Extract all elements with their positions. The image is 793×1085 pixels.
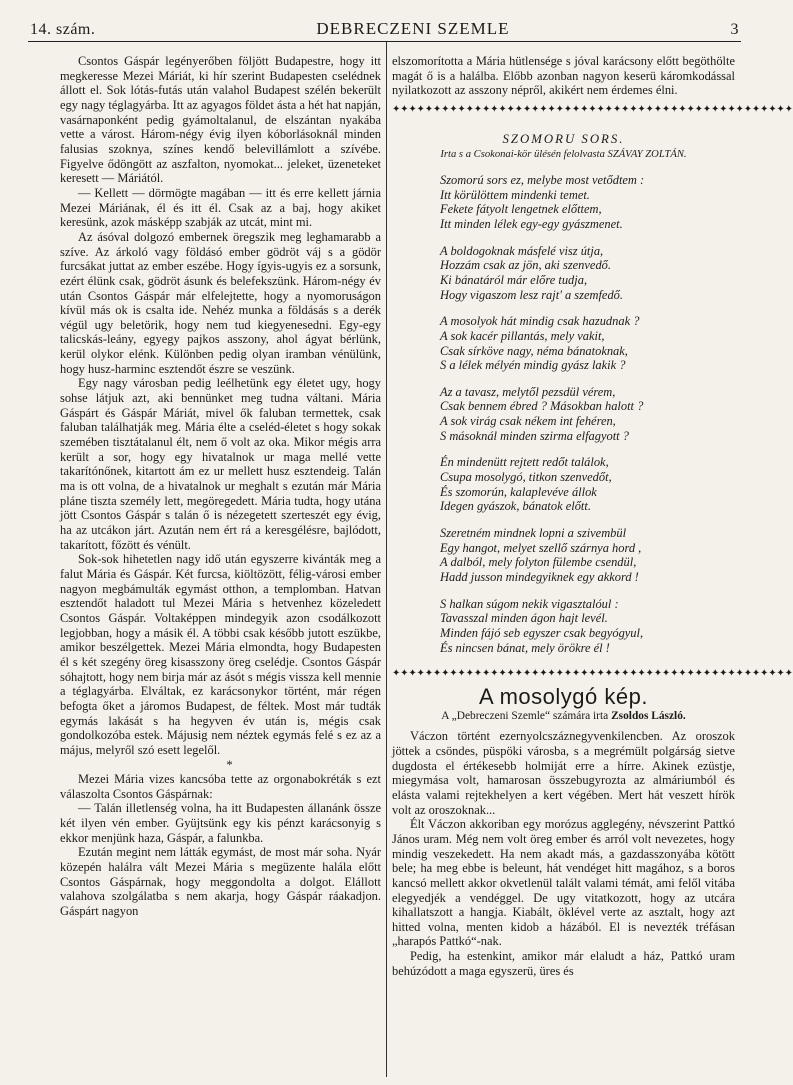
section-separator: * bbox=[226, 757, 233, 772]
poem-stanza bbox=[440, 173, 735, 232]
poem-line: S másoknál minden szirma elfagyott ? bbox=[440, 428, 629, 443]
poem-line: Az a tavasz, melytől pezsdül vérem, bbox=[440, 384, 616, 399]
poem-line: S a lélek mélyén mindig gyász lakik ? bbox=[440, 358, 626, 373]
poem-line: Ki bánatáról már előre tudja, bbox=[440, 272, 588, 287]
article-paragraph: Váczon történt ezernyolcszáznegyvenkilencben. Az oroszok jöttek a csöndes, püspöki városba, s a megrémült polgárság sietve dugdosta el értékesebb holmiját erre a hírre. Akinek ezüstje, miegymása volt, hamarosan összebugyrozta az almáriumból és elásta valami rejtekhelyen a kert végében. Mert hát veszett hírök volt az oroszoknak... bbox=[392, 729, 735, 817]
poem-line: Minden fájó seb egyszer csak begyógyul, bbox=[440, 626, 644, 640]
poem-line: Csupa mosolygó, titkon szenvedőt, bbox=[440, 470, 612, 485]
page-header bbox=[30, 15, 739, 39]
poem-line: És szomorún, kalaplevéve állok bbox=[440, 484, 597, 499]
poem-stanza bbox=[440, 385, 735, 444]
story-paragraph: Csontos Gáspár legényerőben följött Budapestre, hogy itt megkeresse Mezei Máriát, ki hír szerint Budapesten cselédnek állott el. Sok lótás-futás után valahol Budapest szélén bekerült egy nagy téglagyárba. Itt az agyagos földet ásta a hét hat napján, vasárnaponként pedig gyámoltalanul, de elszántan nyakába vette a várost. Három-négy évig ilyen kóborlásoknál minden falusias szoknya, színes kendő belevillámlott a szívébe. Figyelve ődöngött az aszfalton, nyomokat... jeleket, üzeneteket keresett — Máriától. bbox=[60, 54, 381, 186]
poem-line: Fekete fátyolt lengetnek előttem, bbox=[440, 202, 602, 217]
poem-line: A dalból, mely folyton fülembe csendül, bbox=[440, 555, 637, 570]
article-paragraph: Élt Váczon akkoriban egy morózus agglegény, névszerint Pattkó János uram. Még nem volt öreg ember és arról volt nevezetes, hogy mindig veszekedett. Ha nem akadt más, a gazdasszonyába kötött bele; ha meg ebbe is beleunt, hát vendéget hitt magához, s a boros kancsó mellett akkor okvetlenül talált valami témát, ami felől vitába elegyedjék a vendéggel. De ugy vitatkozott, hogy az utcára kihallatszott a hangja. Kiabált, öklével verte az asztalt, hogy azt hitted volna, menten kidob a házából. El is nevezték tréfásan „harapós Pattkó“-nak. bbox=[392, 817, 735, 949]
article-byline bbox=[392, 709, 735, 724]
poem-line: S halkan súgom nekik vigasztalóul : bbox=[440, 596, 619, 611]
story-paragraph: Egy nagy városban pedig leélhetünk egy életet ugy, hogy sohse látjuk azt, aki bennünket meg tudna váltani. Mária Gáspárt és Gáspár Máriát, mivel ők faluban termettek, csak faluban találhatják meg. Mária élte a cseléd-életet s hogy sokak szemében tisztátalanul élt, nem ő volt az oka. Mikor mégis arra került a sor, hogy egy hivatalnok ur maga mellé vette takarítónőnek, kitartott ám ez ur mellett husz esztendeig. Talán ma is ott volna, de a hivatalnok ur meghalt s ezután már Mária pláne tiszta személy lett, megöregedett. Mária tudta, hogy utána jött Csontos Gáspár s talán ő is nézegetett szerteszét egy évig, ha az utcákon járt. Azután nem ért rá a keresgélésre, bajlódott, takarított, főzött és vénült. bbox=[60, 376, 381, 552]
ornament-divider: ✦✦✦✦✦✦✦✦✦✦✦✦✦✦✦✦✦✦✦✦✦✦✦✦✦✦✦✦✦✦✦✦✦✦✦✦✦✦✦✦✦✦✦✦✦✦✦✦✦ bbox=[392, 103, 793, 115]
poem-line: Egy hangot, melyet szellő szárnya hord , bbox=[440, 540, 642, 555]
story-paragraph: — Talán illetlenség volna, ha itt Budapesten állanánk össze két ilyen vén ember. Gyüjtsünk egy kis pénzt karácsonyig s ekkor menjünk haza, Gáspár, a falunkba. bbox=[60, 801, 381, 845]
poem-line: Itt körülöttem mindenki temet. bbox=[440, 187, 590, 202]
poem-stanza bbox=[440, 597, 735, 656]
poem-line: A mosolyok hát mindig csak hazudnak ? bbox=[440, 314, 640, 329]
poem-line: Szeretném mindnek lopni a szivembül bbox=[440, 526, 627, 541]
byline-author: Zsoldos László. bbox=[611, 709, 686, 722]
story-paragraph: Ezután megint nem látták egymást, de most már soha. Nyár közepén halálra vált Mezei Mária s megüzente halála előtt Csontos Gáspárnak, hogy meggondolta a dolgot. Elállott valahova szolgálatba s nem akarja, hogy Gáspár ráakadjon. Gáspárt nagyon bbox=[60, 845, 381, 919]
story-continuation: elszomorította a Mária hütlensége s jóval karácsony előtt begöthölte magát ő is a halálba. Előbb azonban nagyon keserü káromkodással nyilatkozott az asszony népről, akikért nem érdemes élni. bbox=[392, 54, 735, 98]
poem-stanza bbox=[440, 526, 735, 585]
poem-line: Tavasszal minden ágon hajt levél. bbox=[440, 611, 608, 626]
poem-line: Szomorú sors ez, melybe most vetődtem : bbox=[440, 172, 645, 187]
poem-line: És nincsen bánat, mely örökre él ! bbox=[440, 640, 610, 655]
byline-prefix: A „Debreczeni Szemle“ számára irta bbox=[441, 709, 609, 722]
poem-title: SZOMORU SORS. bbox=[502, 131, 625, 146]
page-number: 3 bbox=[730, 21, 739, 38]
story-paragraph: — Kellett — dörmögte magában — itt és erre kellett járnia Mezei Máriának, él és itt él. Csak az a baj, hogy akiket keresünk, azok másképp szabják az utcát, mint mi. bbox=[60, 185, 381, 230]
ornament-divider: ✦✦✦✦✦✦✦✦✦✦✦✦✦✦✦✦✦✦✦✦✦✦✦✦✦✦✦✦✦✦✦✦✦✦✦✦✦✦✦✦✦✦✦✦✦✦✦✦✦ bbox=[392, 668, 793, 680]
poem-line: A sok kacér pillantás, mely vakit, bbox=[440, 328, 605, 343]
header-rule bbox=[28, 41, 741, 42]
poem-stanza bbox=[440, 314, 735, 373]
left-column bbox=[60, 54, 381, 919]
column-divider bbox=[386, 42, 387, 1077]
poem-line: A boldogoknak másfelé visz útja, bbox=[440, 243, 604, 258]
publication-title: DEBRECZENI SZEMLE bbox=[316, 19, 510, 38]
poem-line: Csak sírköve nagy, néma bánatoknak, bbox=[440, 343, 628, 358]
poem-stanza bbox=[440, 244, 735, 303]
poem-stanza bbox=[440, 455, 735, 514]
poem-line: Idegen gyászok, bánatok előtt. bbox=[440, 499, 591, 514]
story-paragraph: Az ásóval dolgozó embernek öregszik meg leghamarabb a szíve. Az árkoló vagy földásó ember gödröt váj s a gödör furcsákat juttat az ember eszébe. Hogy ígyis-ugyis ez a sorsunk, ezért élünk csak, gödröt ásunk és belefekszünk. Három-négy év után Csontos Gáspár már elfelejtette, hogy a nyomoruságon kívül más ok is csalta ide. Nehéz munka a földásás s a derék végül ugy beletörik, hogy nem tud kiegyenesedni. Egy-egy talicskás-leány, egyegy pajkos asszony, ahol ágyat bérlünk, kerül olykor elénk. Különben pedig olyan iramban vénülünk, hogy husz-harminc esztendőt észre se veszünk. bbox=[60, 229, 381, 376]
poem-line: Hadd jusson mindegyiknek egy akkord ! bbox=[440, 570, 639, 585]
article-paragraph: Pedig, ha estenkint, amikor már elaludt a ház, Pattkó uram behúzódott a maga egyszerü, üres és bbox=[392, 949, 735, 978]
poem-line: Hogy vigaszom lesz rajt' a szemfedő. bbox=[440, 287, 623, 302]
story-paragraph: Sok-sok hihetetlen nagy idő után egyszerre kivánták meg a falut Mária és Gáspár. Két furcsa, kiöltözött, félig-városi ember nagyon megbámulták egymást otthon, a templomban. Hatvan esztendőt haladott tul Mezei Mária s hetvenhez közeledett Csontos Gáspár. Voltaképpen mindegyik azon csodálkozott legjobban, hogy a másik él. A többi csak később jutott eszükbe, amikor beszélgettek. Mezei Mária elmondta, hogy Budapesten él s két szegény öreg kisasszony öreg cselédje. Csontos Gáspár sóhajtott, hogy nem birja már az ásót s mégis vissza kell mennie a téglagyárba. Elváltak, ez karácsonykor történt, már régen befogta őket a járomos Budapest, de féltek. Most már tudták egymás lakását s ha hegyven év után is, mégis csak gondolkozóba estek. Májusig nem néztek egymás felé s ez az a május, melyről szó esett legelől. bbox=[60, 552, 381, 757]
right-column bbox=[392, 54, 793, 978]
poem-line: Hozzám csak az jön, aki szenvedő. bbox=[440, 258, 611, 273]
poem-line: Csak bennem ébred ? Másokban halott ? bbox=[440, 399, 644, 414]
story-paragraph: Mezei Mária vizes kancsóba tette az orgonabokréták s ezt válaszolta Csontos Gáspárnak: bbox=[60, 772, 381, 801]
poem-line: Itt minden lélek egy-egy gyászmenet. bbox=[440, 216, 623, 231]
poem-line: A sok virág csak nékem int fehéren, bbox=[440, 414, 616, 429]
article-title: A mosolygó kép. bbox=[479, 683, 648, 709]
issue-number: 14. szám. bbox=[30, 21, 96, 38]
poem-subtitle: Irta s a Csokonai-kör ülésén felolvasta SZÁVAY ZOLTÁN. bbox=[440, 149, 687, 161]
poem-line: Én mindenütt rejtett redőt találok, bbox=[440, 455, 609, 470]
